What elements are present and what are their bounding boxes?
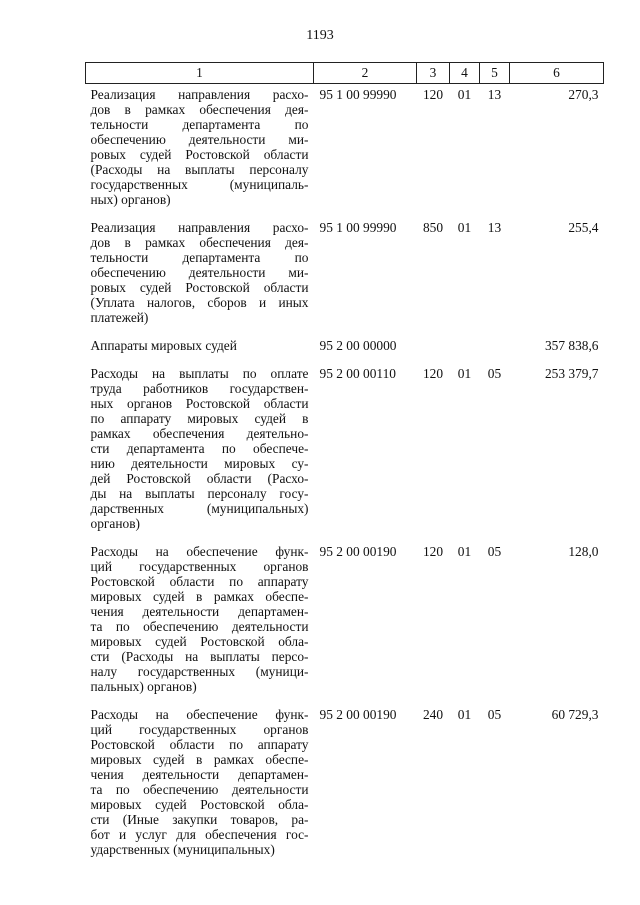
row-col5: 05 (487, 707, 502, 722)
description-line: органов) (90, 516, 140, 531)
row-amount: 253 379,7 (544, 366, 599, 381)
row-code: 95 1 00 99990 (319, 87, 397, 102)
row-col3: 120 (422, 87, 444, 102)
description-line: обеспечению деятельности ми- (90, 132, 309, 147)
description-line: государственных (муниципаль- (90, 177, 309, 192)
row-col3 (417, 335, 450, 363)
table-row (86, 704, 604, 867)
table-row (86, 335, 604, 363)
description-line: ровых судей Ростовской области (90, 280, 309, 295)
row-col4: 01 (457, 707, 472, 722)
description-line: Реализация направления расхо- (90, 220, 309, 235)
description-line: Ростовской области по аппарату (90, 737, 309, 752)
row-description (86, 363, 314, 541)
description-line: мировых судей в рамках обеспе- (90, 589, 309, 604)
description-line: сти (Иные закупки товаров, ра- (90, 812, 309, 827)
description-line: ударственных (муниципальных) (90, 842, 275, 857)
description-line: ных) органов) (90, 192, 171, 207)
column-header-4: 4 (450, 63, 480, 84)
description-line: дов в рамках обеспечения дея- (90, 235, 309, 250)
description-line: дарственных (муниципальных) (90, 501, 309, 516)
description-line: (Расходы на выплаты персоналу (90, 162, 309, 177)
row-col4 (450, 335, 480, 363)
description-line: (Уплата налогов, сборов и иных (90, 295, 309, 310)
column-header-3: 3 (417, 63, 450, 84)
table-row (86, 541, 604, 704)
description-line: бот и услуг для обеспечения гос- (90, 827, 309, 842)
row-description (86, 335, 314, 363)
description-line: Ростовской области по аппарату (90, 574, 309, 589)
row-col5: 05 (487, 544, 502, 559)
description-line: та по обеспечению деятельности (90, 782, 309, 797)
description-line: чения деятельности департамен- (90, 604, 309, 619)
description-line: рамках обеспечения деятельно- (90, 426, 309, 441)
description-line: мировых судей Ростовской обла- (90, 634, 309, 649)
description-line: тельности департамента по (90, 250, 309, 265)
row-code: 95 2 00 00190 (319, 707, 397, 722)
description-line: Расходы на обеспечение функ- (90, 544, 309, 559)
row-amount: 270,3 (568, 87, 599, 102)
row-code: 95 1 00 99990 (319, 220, 397, 235)
description-line: платежей) (90, 310, 149, 325)
description-line: Расходы на выплаты по оплате (90, 366, 309, 381)
row-col4: 01 (457, 544, 472, 559)
description-line: дей Ростовской области (Расхо- (90, 471, 309, 486)
description-line: дов в рамках обеспечения дея- (90, 102, 309, 117)
row-amount: 128,0 (568, 544, 599, 559)
row-code: 95 2 00 00190 (319, 544, 397, 559)
row-col3: 240 (422, 707, 444, 722)
table-row (86, 217, 604, 335)
table-row (86, 363, 604, 541)
row-amount: 357 838,6 (544, 338, 599, 353)
description-line: сти департамента по обеспече- (90, 441, 309, 456)
column-header-row (86, 63, 604, 84)
description-line: нию деятельности мировых су- (90, 456, 309, 471)
column-header-2: 2 (314, 63, 417, 84)
description-line: Расходы на обеспечение функ- (90, 707, 309, 722)
row-code: 95 2 00 00110 (319, 366, 396, 381)
row-description (86, 541, 314, 704)
row-col5: 05 (487, 366, 502, 381)
description-line: ных органов Ростовской области (90, 396, 309, 411)
description-line: пальных) органов) (90, 679, 197, 694)
row-col4: 01 (457, 87, 472, 102)
row-col3: 120 (422, 544, 444, 559)
description-line: ций государственных органов (90, 722, 309, 737)
description-line: труда работников государствен- (90, 381, 309, 396)
row-code: 95 2 00 00000 (319, 338, 397, 353)
column-header-1: 1 (86, 63, 314, 84)
row-description (86, 704, 314, 867)
row-col4: 01 (457, 366, 472, 381)
table-row (86, 84, 604, 218)
description-line: ровых судей Ростовской области (90, 147, 309, 162)
row-col3: 120 (422, 366, 444, 381)
row-col5 (480, 335, 510, 363)
row-col5: 13 (487, 87, 502, 102)
row-col5: 13 (487, 220, 502, 235)
description-line: ды на выплаты персоналу госу- (90, 486, 309, 501)
row-amount: 255,4 (568, 220, 599, 235)
description-line: ций государственных органов (90, 559, 309, 574)
description-line: тельности департамента по (90, 117, 309, 132)
column-header-6: 6 (510, 63, 604, 84)
description-line: та по обеспечению деятельности (90, 619, 309, 634)
description-line: сти (Расходы на выплаты персо- (90, 649, 309, 664)
budget-table (85, 62, 604, 867)
description-line: налу государственных (муници- (90, 664, 309, 679)
column-header-5: 5 (480, 63, 510, 84)
row-description (86, 217, 314, 335)
description-line: обеспечению деятельности ми- (90, 265, 309, 280)
row-description (86, 84, 314, 218)
description-line: Реализация направления расхо- (90, 87, 309, 102)
description-line: Аппараты мировых судей (90, 338, 237, 353)
description-line: чения деятельности департамен- (90, 767, 309, 782)
description-line: мировых судей в рамках обеспе- (90, 752, 309, 767)
row-col4: 01 (457, 220, 472, 235)
row-col3: 850 (422, 220, 444, 235)
page-number: 1193 (306, 28, 334, 43)
row-amount: 60 729,3 (551, 707, 599, 722)
description-line: по аппарату мировых судей в (90, 411, 309, 426)
description-line: мировых судей Ростовской обла- (90, 797, 309, 812)
